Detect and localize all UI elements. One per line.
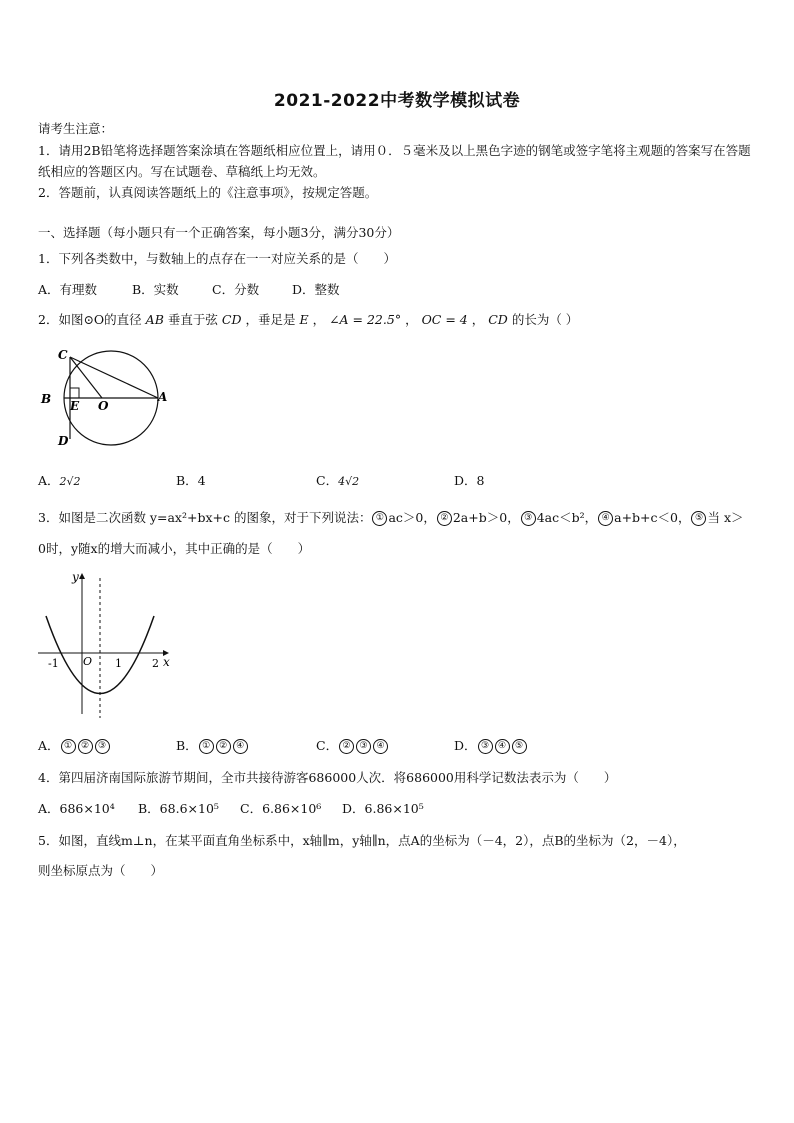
q2-stem-part: 垂直于弦 xyxy=(167,312,218,327)
graph-tick-minus1: -1 xyxy=(48,657,59,670)
circled-3: ③ xyxy=(521,511,536,526)
q2-option-a xyxy=(38,471,176,492)
q1-option-c: C．分数 xyxy=(212,282,260,297)
q4-option-b: B．68.6×10⁵ xyxy=(138,801,219,816)
q3-option-a-prefix: A． xyxy=(38,738,60,753)
notice-heading: 请考生注意： xyxy=(38,121,114,136)
q1-option-d: D．整数 xyxy=(292,282,340,297)
circled-number: ④ xyxy=(233,739,248,754)
q2-stem-part: ， xyxy=(405,312,418,327)
q2-option-d: D．8 xyxy=(454,473,485,488)
circled-number: ④ xyxy=(495,739,510,754)
circled-number: ② xyxy=(78,739,93,754)
q2-option-a-prefix: A． xyxy=(38,473,60,488)
circled-number: ③ xyxy=(478,739,493,754)
q2-angle: ∠A = 22.5° xyxy=(329,312,402,327)
circled-number: ③ xyxy=(95,739,110,754)
q5-stem-line2: 则坐标原点为（ ） xyxy=(38,863,164,878)
q2-options xyxy=(38,471,484,492)
q2-oc: OC = 4 xyxy=(421,312,468,327)
q3-statement-4: a+b+c＜0， xyxy=(614,510,691,525)
q3-statement-2: 2a+b＞0， xyxy=(452,510,520,525)
q3-option-b xyxy=(176,736,316,756)
q3-option-d xyxy=(454,736,528,756)
graph-tick-1: 1 xyxy=(115,657,122,670)
q3-statement-1: ac＞0， xyxy=(388,510,436,525)
q2-stem-part: ， xyxy=(471,312,485,327)
circled-number: ② xyxy=(339,739,354,754)
q2-cd: CD xyxy=(488,312,508,327)
q4-stem: 4．第四届济南国际旅游节期间，全市共接待游客686000人次．将686000用科学记数法表示为（ ） xyxy=(38,770,617,785)
circled-4: ④ xyxy=(598,511,613,526)
q1-option-b: B．实数 xyxy=(132,282,179,297)
graph-tick-2: 2 xyxy=(152,657,159,670)
q4-option-d: D．6.86×10⁵ xyxy=(342,801,424,816)
q2-option-c-value: 4√2 xyxy=(338,475,360,488)
q4-options xyxy=(38,799,424,819)
label-c: C xyxy=(58,348,68,362)
circled-number: ① xyxy=(199,739,214,754)
q4-option-c: C．6.86×10⁶ xyxy=(240,801,322,816)
q2-stem-part: ，垂足是 xyxy=(245,312,296,327)
q3-options xyxy=(38,736,528,756)
graph-origin-label: O xyxy=(83,655,93,668)
circled-5: ⑤ xyxy=(691,511,706,526)
q2-option-b: B．4 xyxy=(176,473,206,488)
label-o: O xyxy=(98,399,109,413)
q3-option-c-prefix: C． xyxy=(316,738,339,753)
notice-item-2: 2．答题前，认真阅读答题纸上的《注意事项》，按规定答题。 xyxy=(38,185,378,200)
q1-stem: 1．下列各类数中，与数轴上的点存在一一对应关系的是（ ） xyxy=(38,251,396,266)
q3-stem-line2: 0时，y随x的增大而减小，其中正确的是（ ） xyxy=(38,541,311,556)
label-a: A xyxy=(158,390,168,404)
q2-option-a-value: 2√2 xyxy=(59,475,81,488)
q3-stem-part: 3．如图是二次函数 y=ax²+bx+c 的图象，对于下列说法： xyxy=(38,510,372,525)
circled-1: ① xyxy=(372,511,387,526)
section-heading: 一、选择题（每小题只有一个正确答案，每小题3分，满分30分） xyxy=(38,225,400,240)
q3-statement-3: 4ac＜b²， xyxy=(536,510,598,525)
circled-number: ③ xyxy=(356,739,371,754)
q2-e: E xyxy=(299,312,309,327)
q2-ab: AB xyxy=(145,312,164,327)
q2-stem-part: 2．如图⊙O的直径 xyxy=(38,312,142,327)
q3-stem-line1 xyxy=(38,507,758,529)
q2-option-c-prefix: C． xyxy=(316,473,339,488)
label-e: E xyxy=(70,399,80,413)
q2-stem xyxy=(38,309,758,331)
label-d: D xyxy=(58,434,69,448)
q1-option-a: A．有理数 xyxy=(38,282,98,297)
circled-number: ① xyxy=(61,739,76,754)
q5-stem-line1: 5．如图，直线m⊥n，在某平面直角坐标系中，x轴∥m，y轴∥n，点A的坐标为（－4，2），点B的坐标为（2，－4）， xyxy=(38,833,686,848)
graph-y-label: y xyxy=(72,570,79,584)
circled-2: ② xyxy=(437,511,452,526)
q2-stem-part: ， xyxy=(312,312,326,327)
q2-cd: CD xyxy=(221,312,242,327)
q3-statement-5: 当 x＞ xyxy=(707,510,744,525)
q2-option-c xyxy=(316,471,454,492)
notice-item-1: 1．请用2B铅笔将选择题答案涂填在答题纸相应位置上，请用０．５毫米及以上黑色字迹的钢笔或签字笔将主观题的答案写在答题纸相应的答题区内。写在试题卷、草稿纸上均无效。 xyxy=(38,143,751,179)
graph-x-label: x xyxy=(163,655,170,669)
q1-options xyxy=(38,280,340,300)
circled-number: ④ xyxy=(373,739,388,754)
q3-parabola-graph xyxy=(36,566,186,724)
q3-option-b-prefix: B． xyxy=(176,738,198,753)
exam-title: 2021-2022中考数学模拟试卷 xyxy=(273,91,521,111)
label-b: B xyxy=(41,392,52,406)
q3-option-d-prefix: D． xyxy=(454,738,477,753)
q4-option-a: A．686×10⁴ xyxy=(38,801,115,816)
q3-option-c xyxy=(316,736,454,756)
q2-circle-figure xyxy=(36,342,176,454)
circled-number: ② xyxy=(216,739,231,754)
circled-number: ⑤ xyxy=(512,739,527,754)
q3-option-a xyxy=(38,736,176,756)
q2-stem-part: 的长为（ ） xyxy=(511,312,579,327)
